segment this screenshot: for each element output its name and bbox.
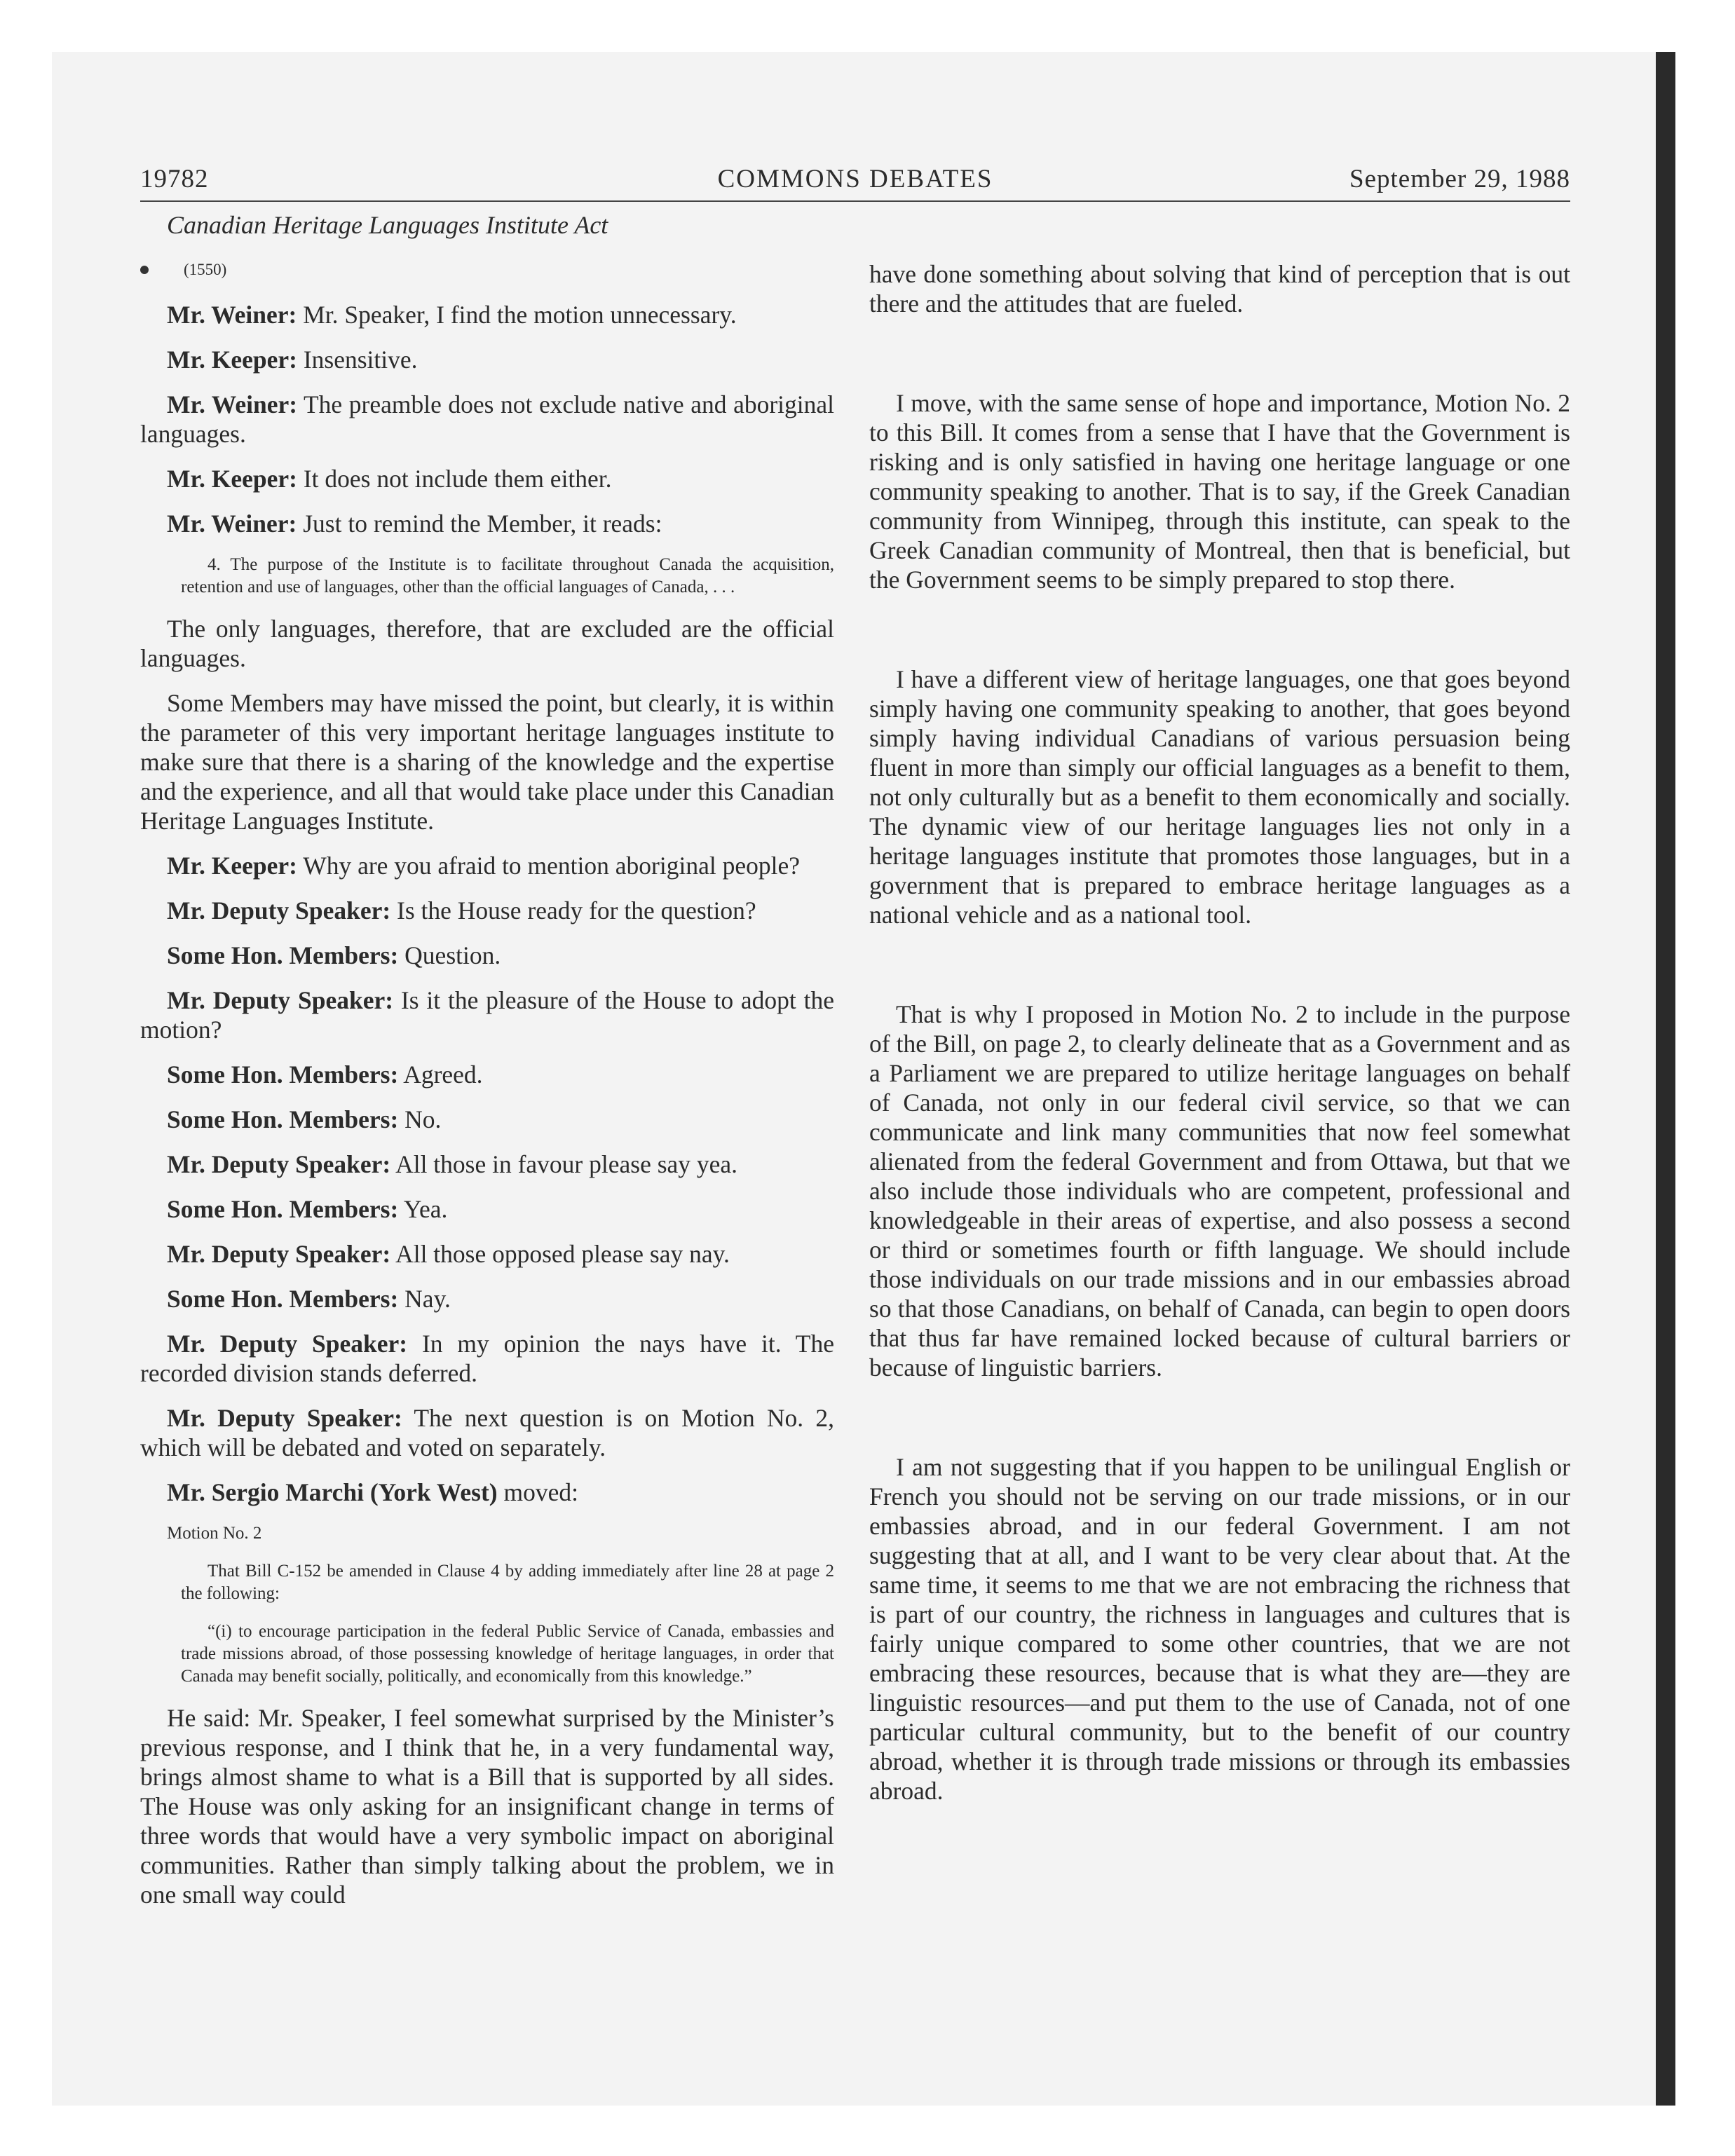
- speaker-name: Mr. Deputy Speaker:: [167, 1404, 402, 1432]
- speaker-name: Some Hon. Members:: [167, 1105, 399, 1133]
- page-number: 19782: [140, 165, 209, 193]
- speech-text: Why are you afraid to mention aboriginal people?: [297, 852, 800, 880]
- speech-paragraph: [140, 614, 834, 673]
- speech-text: Agreed.: [398, 1060, 483, 1089]
- speech-paragraph: He said: Mr. Speaker, I feel somewhat surprised by the Minister’s previous response, and I think that he, in a very fundamental way, brings almost shame to what is a Bill that is supported by all sides. The House was only asking for an insignificant change in terms of three words that would have a very symbolic impact on aboriginal communities. Rather than simply talking about the problem, we in one small way could: [140, 1704, 834, 1909]
- speech-text: The preamble does not exclude native and aboriginal languages.: [140, 390, 835, 448]
- speech-text: Is it the pleasure of the House to adopt the motion?: [140, 986, 834, 1044]
- speech-paragraph: [140, 941, 834, 970]
- speech-paragraph: [140, 688, 834, 835]
- speech-paragraph: [140, 464, 834, 493]
- speech-paragraph: [140, 1284, 834, 1314]
- section-title: Canadian Heritage Languages Institute Act: [167, 211, 608, 239]
- speaker-name: Mr. Keeper:: [167, 852, 297, 880]
- speaker-name: Mr. Weiner:: [167, 390, 298, 418]
- speech-paragraph: I have a different view of heritage languages, one that goes beyond simply having one community speaking to another, that goes beyond simply having individual Canadians of various persuasion being fluent in more than simply our official languages as a benefit to them, not only culturally but as a benefit to them economically and socially. The dynamic view of our heritage languages lies not only in a heritage languages institute that promotes those languages, but in a government that is prepared to embrace heritage languages as a national vehicle and as a national tool.: [869, 665, 1570, 929]
- speech-paragraph: [140, 1194, 834, 1224]
- speech-text: The next question is on Motion No. 2, which will be debated and voted on separately.: [140, 1404, 834, 1461]
- speech-paragraph: [140, 896, 834, 925]
- speaker-name: Mr. Deputy Speaker:: [167, 1330, 408, 1358]
- speech-paragraph: [140, 1329, 834, 1388]
- speech-text: Mr. Speaker, I find the motion unnecessary.: [297, 301, 737, 329]
- speech-text: No.: [398, 1105, 442, 1133]
- speech-text: It does not include them either.: [297, 465, 612, 493]
- speech-paragraph: I am not suggesting that if you happen to be unilingual English or French you should not be serving on our trade missions, or in our embassies abroad, and in our federal Government. I am not suggesting that at all, and I want to be very clear about that. At the same time, it seems to me that we are not embracing the richness that is part of our country, the richness in languages and cultures that is fairly unique compared to some other countries, that we are not embracing these resources, because that is what they are—they are linguistic resources—and put them to the use of Canada, not of one particular cultural community, but to the benefit of our country abroad, whether it is through trade missions or through its embassies abroad.: [869, 1453, 1570, 1805]
- speech-text: In my opinion the nays have it. The recorded division stands deferred.: [140, 1330, 834, 1387]
- speech-paragraph: I move, with the same sense of hope and importance, Motion No. 2 to this Bill. It comes from a sense that I have that the Government is risking and is only satisfied in having one heritage language or one community speaking to another. That is to say, if the Greek Canadian community from Winnipeg, through this institute, can speak to the Greek Canadian community of Montreal, then that is beneficial, but the Government seems to be simply prepared to stop there.: [869, 389, 1570, 594]
- speaker-name: Some Hon. Members:: [167, 1195, 399, 1223]
- speech-paragraph: [140, 985, 834, 1044]
- speaker-name: Some Hon. Members:: [167, 1060, 399, 1089]
- left-column: [140, 210, 834, 1925]
- speech-paragraph: [140, 300, 834, 329]
- speaker-name: Mr. Weiner:: [167, 510, 297, 538]
- speech-paragraph: have done something about solving that kind of perception that is out there and the attitudes that are fueled.: [869, 260, 1570, 318]
- speech-paragraph: [140, 1149, 834, 1179]
- publication-title: COMMONS DEBATES: [717, 165, 993, 193]
- speaker-name: Mr. Keeper:: [167, 346, 297, 374]
- quoted-clause: 4. The purpose of the Institute is to facilitate throughout Canada the acquisition, retention and use of languages, other than the official languages of Canada, . . .: [181, 555, 834, 596]
- header-date: September 29, 1988: [1349, 165, 1570, 193]
- speaker-name: Mr. Keeper:: [167, 465, 297, 493]
- speech-paragraph: [140, 1403, 834, 1462]
- running-header: [140, 161, 1570, 202]
- speaker-name: Mr. Sergio Marchi (York West): [167, 1478, 498, 1506]
- time-stamp-text: (1550): [184, 261, 227, 278]
- speech-paragraph: [140, 390, 834, 449]
- speech-paragraph: [140, 1060, 834, 1089]
- speaker-name: Some Hon. Members:: [167, 1285, 399, 1313]
- speech-paragraph: [140, 345, 834, 374]
- speaker-name: Some Hon. Members:: [167, 941, 399, 969]
- speaker-name: Mr. Deputy Speaker:: [167, 1240, 391, 1268]
- motion-label: Motion No. 2: [167, 1524, 262, 1543]
- speech-text: All those in favour please say yea.: [390, 1150, 738, 1178]
- speaker-name: Mr. Deputy Speaker:: [167, 986, 394, 1014]
- time-stamp: [140, 255, 834, 285]
- speech-paragraph: [140, 509, 834, 538]
- speaker-name: Mr. Weiner:: [167, 301, 297, 329]
- speech-paragraph: [140, 1478, 834, 1507]
- speech-text: Question.: [398, 941, 501, 969]
- right-column: [869, 259, 1570, 1876]
- speech-paragraph: [140, 1239, 834, 1269]
- speech-paragraph: That is why I proposed in Motion No. 2 to include in the purpose of the Bill, on page 2, to clearly delineate that as a Government and as a Parliament we are prepared to utilize heritage languages on behalf of Canada, not only in our federal civil service, so that we can communicate and link many communities that now feel somewhat alienated from the federal Government and from Ottawa, but that we also include those individuals who are competent, professional and knowledgeable in their areas of expertise, and also possess a second or third or sometimes fourth or fifth language. We should include those individuals on our trade missions and in our embassies abroad so that those Canadians, on behalf of Canada, can begin to open doors that thus far have remained locked because of cultural barriers or because of linguistic barriers.: [869, 1000, 1570, 1381]
- speech-text: Nay.: [398, 1285, 451, 1313]
- bullet-icon: [140, 266, 149, 274]
- speech-paragraph: [140, 851, 834, 880]
- speech-text: The only languages, therefore, that are excluded are the official languages.: [140, 615, 834, 672]
- speaker-name: Mr. Deputy Speaker:: [167, 896, 391, 925]
- speech-text: Insensitive.: [297, 346, 418, 374]
- scan-edge: [1656, 52, 1675, 2106]
- speech-text: Yea.: [398, 1195, 448, 1223]
- speech-text: Some Members may have missed the point, but clearly, it is within the parameter of this very important heritage languages institute to make sure that there is a sharing of the knowledge and the expertise and the experience, and all that would take place under this Canadian Heritage Languages Institute.: [140, 689, 834, 835]
- motion-subclause: “(i) to encourage participation in the federal Public Service of Canada, embassies and trade missions abroad, of those possessing knowledge of heritage languages, in order that Canada may benefit socially, politically, and economically from this knowledge.”: [181, 1622, 834, 1686]
- speech-paragraph: [140, 1105, 834, 1134]
- speech-text: All those opposed please say nay.: [390, 1240, 730, 1268]
- speech-text: Is the House ready for the question?: [390, 896, 756, 925]
- speech-text: moved:: [497, 1478, 578, 1506]
- speaker-name: Mr. Deputy Speaker:: [167, 1150, 391, 1178]
- motion-text: That Bill C-152 be amended in Clause 4 by adding immediately after line 28 at page 2 the following:: [181, 1562, 834, 1603]
- speech-text: Just to remind the Member, it reads:: [297, 510, 662, 538]
